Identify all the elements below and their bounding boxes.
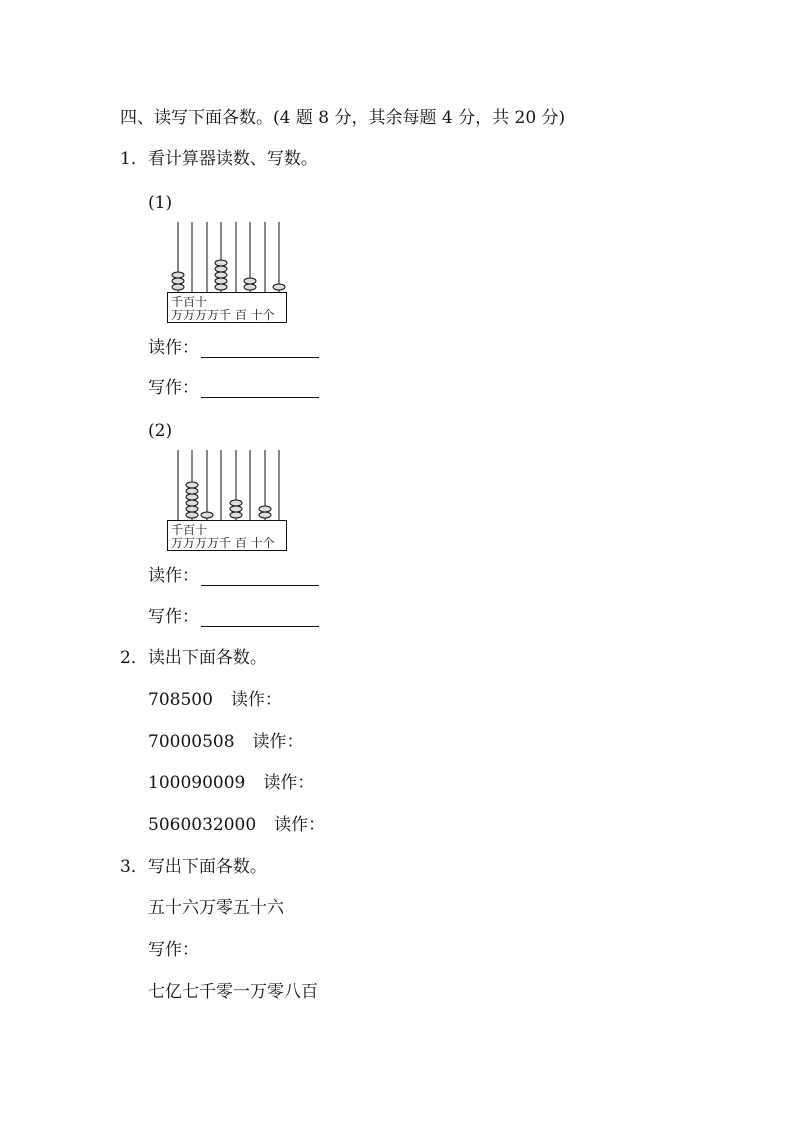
q1-sub1-write	[148, 378, 319, 398]
read-label: 读作：	[148, 338, 199, 358]
bead	[215, 266, 227, 272]
write-label: 写作：	[148, 607, 199, 627]
bead	[172, 272, 184, 278]
bead	[215, 272, 227, 278]
answer-blank[interactable]	[201, 569, 319, 586]
abacus-1	[165, 220, 290, 324]
bead	[244, 284, 256, 290]
bead	[259, 512, 271, 518]
bead	[215, 260, 227, 266]
number: 100090009	[148, 773, 246, 793]
bead	[186, 482, 198, 488]
q1-sub2-write	[148, 607, 319, 627]
bead	[215, 278, 227, 284]
bead	[186, 500, 198, 506]
q1-sub1-read	[148, 338, 319, 358]
number: 708500	[148, 690, 213, 710]
q1-sub1-label: (1)	[148, 193, 173, 213]
bead	[230, 506, 242, 512]
abacus-1-top-label: 千百十	[171, 295, 208, 309]
bead	[172, 278, 184, 284]
bead	[186, 512, 198, 518]
bead	[172, 284, 184, 290]
q2-item	[148, 732, 304, 752]
bead	[244, 278, 256, 284]
abacus-1-bottom-label: 万万万万千 百 十个	[171, 308, 275, 322]
q2-item	[148, 773, 314, 793]
bead	[215, 284, 227, 290]
answer-blank[interactable]	[201, 381, 319, 398]
bead	[230, 512, 242, 518]
q2-item	[148, 815, 325, 835]
read-label: 读作：	[230, 690, 282, 710]
answer-blank[interactable]	[201, 341, 319, 358]
q1-stem: 1．看计算器读数、写数。	[120, 149, 318, 169]
bead	[186, 488, 198, 494]
read-label: 读作：	[252, 732, 304, 752]
q3-stem: 3．写出下面各数。	[120, 857, 267, 877]
q2-item	[148, 690, 282, 710]
read-label: 读作：	[274, 815, 326, 835]
abacus-2	[165, 448, 290, 552]
q3-item-2: 七亿七千零一万零八百	[148, 982, 318, 1002]
number: 70000508	[148, 732, 235, 752]
read-label: 读作：	[148, 566, 199, 586]
q3-item-1: 五十六万零五十六	[148, 898, 284, 918]
bead	[201, 512, 213, 518]
section-heading: 四、读写下面各数。(4 题 8 分，其余每题 4 分，共 20 分)	[120, 108, 566, 128]
bead	[186, 494, 198, 500]
abacus-2-bottom-label: 万万万万千 百 十个	[171, 536, 275, 550]
q1-sub2-label: (2)	[148, 421, 173, 441]
bead	[259, 506, 271, 512]
q3-write-label: 写作：	[148, 940, 199, 960]
answer-blank[interactable]	[201, 610, 319, 627]
q1-sub2-read	[148, 566, 319, 586]
bead	[230, 500, 242, 506]
number: 5060032000	[148, 815, 257, 835]
write-label: 写作：	[148, 378, 199, 398]
bead	[273, 284, 285, 290]
read-label: 读作：	[263, 773, 315, 793]
abacus-2-top-label: 千百十	[171, 523, 208, 537]
q2-stem: 2．读出下面各数。	[120, 648, 267, 668]
bead	[186, 506, 198, 512]
